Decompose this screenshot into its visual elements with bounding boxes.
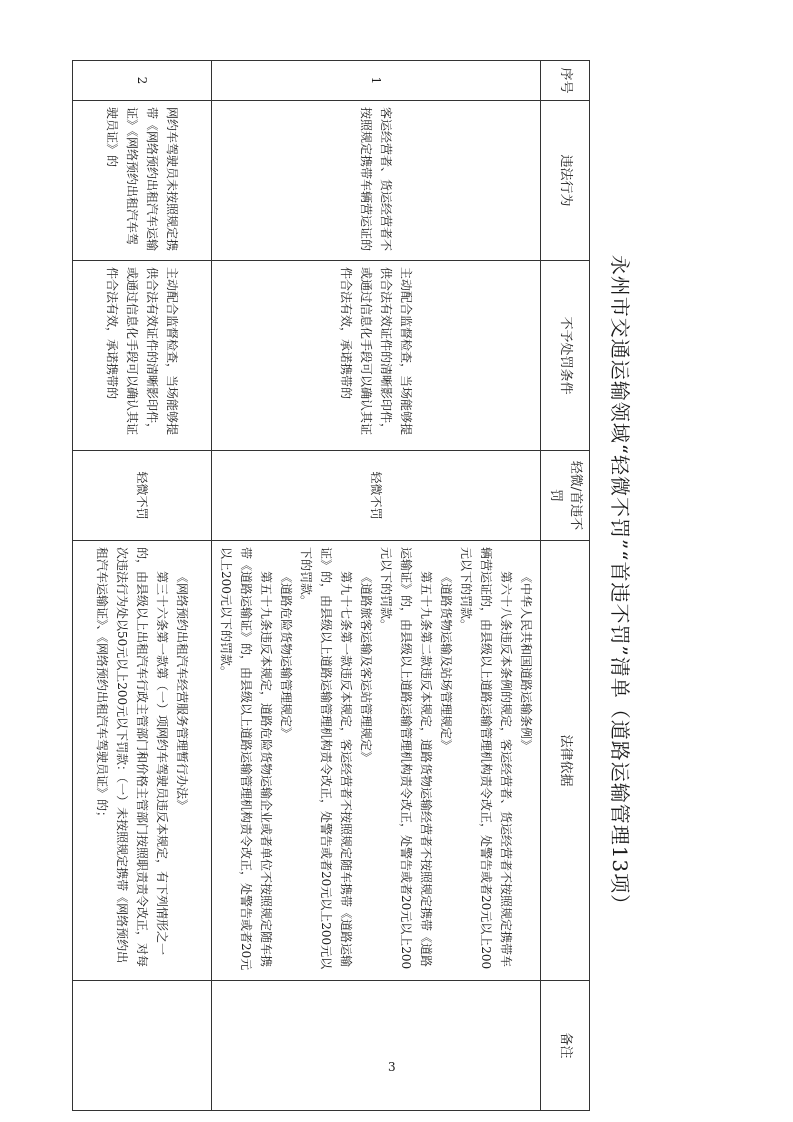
row-type: 轻微不罚 [73, 451, 212, 541]
law-article: 第九十七条第一款违反本规定，客运经营者不按照规定随车携带《道路运输证》的，由县级以上道路运输管理机构责令改正，处警告或者20元以上200元以下的罚款。 [299, 547, 353, 970]
law-name: 《道路旅客运输及客运站管理规定》 [359, 571, 373, 764]
header-condition: 不予处罚条件 [541, 261, 590, 451]
law-article: 第五十九条违反本规定，道路危险货物运输企业或者单位不按照规定随车携带《道路运输证》的，由县级以上道路运输管理机构责令改正，处警告或者20元以上200元以下的罚款。 [219, 547, 273, 971]
law-name: 《道路危险货物运输管理规定》 [279, 571, 293, 740]
row-remark [212, 981, 541, 1111]
row-basis [73, 541, 212, 981]
row-remark [73, 981, 212, 1111]
row-type: 轻微不罚 [212, 451, 541, 541]
penalty-list-table [72, 60, 590, 1111]
law-name: 《道路货物运输及站场管理规定》 [439, 571, 453, 752]
header-violation: 违法行为 [541, 101, 590, 261]
row-violation: 客运经营者、货运经营者不按照规定携带车辆营运证的 [212, 101, 541, 261]
law-article: 第六十八条违反本条例的规定，客运经营者、货运经营者不按照规定携带车辆营运证的，由县级以上道路运输管理机构责令改正，处警告或者20元以上200元以下的罚款。 [459, 547, 513, 970]
law-article: 第五十九条第二款违反本规定，道路货物运输经营者不按照规定携带《道路运输证》的，由县级以上道路运输管理机构责令改正，处警告或者20元以上200元以下的罚款。 [379, 547, 433, 970]
header-remark: 备注 [541, 981, 590, 1111]
page-number: 3 [388, 1060, 396, 1074]
row-seq: 2 [73, 61, 212, 101]
table-row [73, 61, 212, 1111]
row-condition: 主动配合监督检查，当场能够提供合法有效证件的清晰影印件，或通过信息化手段可以确认其证件合法有效，承诺携带的 [212, 261, 541, 451]
header-basis: 法律依据 [541, 541, 590, 981]
header-seq: 序号 [541, 61, 590, 101]
header-type: 轻微/首违不罚 [541, 451, 590, 541]
row-condition: 主动配合监督检查，当场能够提供合法有效证件的清晰影印件，或通过信息化手段可以确认其证件合法有效，承诺携带的 [73, 261, 212, 451]
row-basis [212, 541, 541, 981]
law-article: 第三十六条第一款第（一）项网约车驾驶员违反本规定，有下列情形之一的，由县级以上出租汽车行政主管部门和价格主管部门按照职责责令改正，对每次违法行为处以50元以上200元以下罚款：（一）未按照规定携带《网络预约出租汽车运输证》、《网络预约出租汽车驾驶员证》的； [95, 547, 169, 968]
row-violation: 网约车驾驶员未按照规定携带《网络预约出租汽车运输证》《网络预约出租汽车驾驶员证》的 [73, 101, 212, 261]
rotated-page-content [90, 60, 650, 1110]
law-name: 《中华人民共和国道路运输条例》 [519, 571, 533, 752]
row-seq: 1 [212, 61, 541, 101]
document-title: 永州市交通运输领域“轻微不罚”“首违不罚”清单（道路运输管理13项） [608, 254, 633, 916]
table-row [212, 61, 541, 1111]
law-name: 《网络预约出租汽车经营服务管理暂行办法》 [175, 571, 189, 812]
table-header-row [541, 61, 590, 1111]
